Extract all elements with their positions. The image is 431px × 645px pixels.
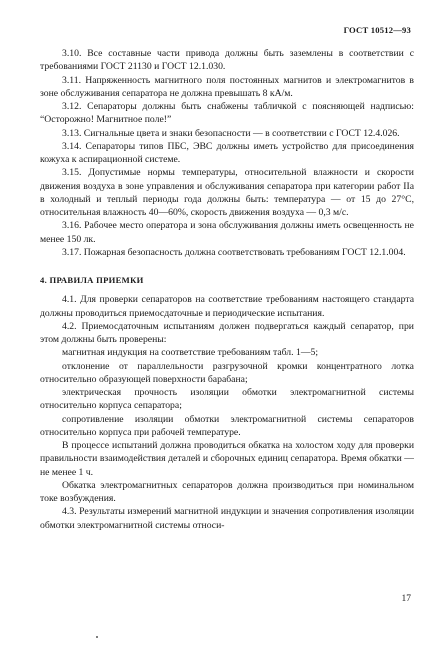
paragraph-3-16: 3.16. Рабочее место оператора и зона обслуживания должны иметь освещенность не менее 150 лк. [40,220,414,245]
paragraph-3-14: 3.14. Сепараторы типов ПБС, ЭВС должны иметь устройство для присоединения кожуха к аспирационной системе. [40,140,414,165]
paragraph-4-1: 4.1. Для проверки сепараторов на соответствие требованиям настоящего стандарта должны проводиться приемосдаточные и периодические испытания. [40,294,414,319]
paragraph-idle-run: В процессе испытаний должна проводиться обкатка на холостом ходу для проверки правильности взаимодействия деталей и сборочных единиц сепаратора. Время обкатки — не менее 1 ч. [40,440,414,478]
paragraph-3-17: 3.17. Пожарная безопасность должна соответствовать требованиям ГОСТ 12.1.004. [62,246,406,258]
paragraph-4-2: 4.2. Приемосдаточным испытаниям должен подвергаться каждый сепаратор, при этом должны быть проверены: [40,320,414,345]
paragraph-4-3: 4.3. Результаты измерений магнитной индукции и значения сопротивления изоляции обмотки электромагнитной системы относи- [40,506,414,531]
check-item-electric-strength: электрическая прочность изоляции обмотки электромагнитной системы относительно корпуса сепаратора; [40,387,414,412]
scan-speck [96,636,98,638]
paragraph-3-12: 3.12. Сепараторы должны быть снабжены табличкой с поясняющей надписью: “Осторожно! Магнитное поле!” [40,101,414,126]
check-item-parallelism: отклонение от параллельности разгрузочной кромки концентратного лотка относительно образующей поверхности барабана; [40,360,414,385]
document-body [40,47,414,532]
document-header-code: ГОСТ 10512—93 [343,25,411,35]
check-item-magnetic-induction: магнитная индукция на соответствие требованиям табл. 1—5; [62,347,319,359]
check-item-insulation-resistance: сопротивление изоляции обмотки электромагнитной системы сепараторов относительно корпуса при рабочей температуре. [40,413,414,438]
paragraph-3-13: 3.13. Сигнальные цвета и знаки безопасности — в соответствии с ГОСТ 12.4.026. [62,127,400,139]
paragraph-electromagnetic-run: Обкатка электромагнитных сепараторов должна производиться при номинальном токе возбуждения. [40,479,414,504]
paragraph-3-11: 3.11. Напряженность магнитного поля постоянных магнитов и электромагнитов в зоне обслуживания сепаратора не должна превышать 8 кА/м. [40,74,414,99]
paragraph-3-15: 3.15. Допустимые нормы температуры, относительной влажности и скорости движения воздуха в зоне управления и обслуживания сепаратора при категории работ IIа в холодный и теплый периоды года должны быть: температура — от 15 до 27°С, относительная влажность 40—60%, скорость движения воздуха — 0,3 м/с. [40,167,414,218]
section-heading-acceptance-rules: 4. ПРАВИЛА ПРИЕМКИ [40,275,144,285]
page-number: 17 [401,594,411,604]
paragraph-3-10: 3.10. Все составные части привода должны быть заземлены в соответствии с требованиями ГОСТ 21130 и ГОСТ 12.1.030. [40,48,414,73]
